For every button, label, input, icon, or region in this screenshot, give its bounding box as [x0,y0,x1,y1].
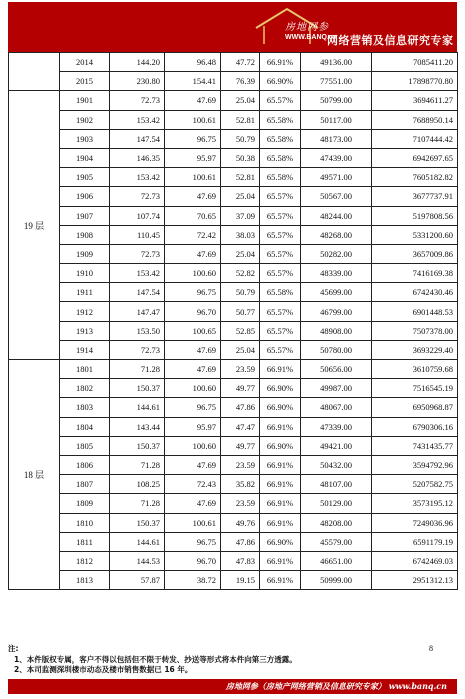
table-row [9,91,458,110]
shared-area-cell: 52.82 [221,264,260,283]
table-row [9,53,458,72]
usable-area-cell: 154.41 [165,72,221,91]
total-price-cell: 7107444.42 [372,129,458,148]
total-area-cell: 144.20 [110,53,165,72]
total-area-cell: 72.73 [110,91,165,110]
total-price-cell: 3573195.12 [372,494,458,513]
table-row [9,455,458,474]
shared-area-cell: 35.82 [221,475,260,494]
unit-price-cell: 46651.00 [301,551,372,570]
total-price-cell: 3694611.27 [372,91,458,110]
usage-ratio-cell: 66.91% [260,475,301,494]
usable-area-cell: 96.48 [165,53,221,72]
table-row [9,340,458,359]
total-area-cell: 72.73 [110,244,165,263]
total-area-cell: 71.28 [110,455,165,474]
unit-number-cell: 1910 [60,264,110,283]
unit-price-cell: 48244.00 [301,206,372,225]
unit-number-cell: 1911 [60,283,110,302]
unit-number-cell: 1901 [60,91,110,110]
total-area-cell: 153.42 [110,110,165,129]
page-number: 8 [429,644,433,653]
usable-area-cell: 47.69 [165,340,221,359]
page-footer [8,679,457,694]
total-area-cell: 107.74 [110,206,165,225]
total-area-cell: 108.25 [110,475,165,494]
table-row [9,551,458,570]
unit-price-cell: 48208.00 [301,513,372,532]
table-row [9,283,458,302]
total-area-cell: 144.61 [110,398,165,417]
total-price-cell: 7507378.00 [372,321,458,340]
total-area-cell: 57.87 [110,571,165,590]
total-area-cell: 143.44 [110,417,165,436]
unit-number-cell: 1913 [60,321,110,340]
shared-area-cell: 49.76 [221,513,260,532]
total-area-cell: 71.28 [110,494,165,513]
usage-ratio-cell: 66.91% [260,53,301,72]
usage-ratio-cell: 65.57% [260,91,301,110]
total-price-cell: 6742430.46 [372,283,458,302]
table-row [9,110,458,129]
total-price-cell: 6790306.16 [372,417,458,436]
total-area-cell: 153.42 [110,168,165,187]
unit-price-cell: 45699.00 [301,283,372,302]
usable-area-cell: 47.69 [165,455,221,474]
unit-number-cell: 1810 [60,513,110,532]
shared-area-cell: 52.81 [221,110,260,129]
total-price-cell: 17898770.80 [372,72,458,91]
total-area-cell: 150.37 [110,513,165,532]
total-price-cell: 5331200.60 [372,225,458,244]
unit-price-cell: 46799.00 [301,302,372,321]
unit-price-cell: 49571.00 [301,168,372,187]
unit-price-cell: 47339.00 [301,417,372,436]
shared-area-cell: 47.86 [221,532,260,551]
usable-area-cell: 100.61 [165,168,221,187]
total-price-cell: 5207582.75 [372,475,458,494]
total-area-cell: 146.35 [110,148,165,167]
unit-price-cell: 50567.00 [301,187,372,206]
unit-price-cell: 48173.00 [301,129,372,148]
floor-label: 18 层 [9,360,60,590]
note-line-2: 2、本司监测深圳楼市动态及楼市销售数据已 16 年。 [14,665,193,674]
usage-ratio-cell: 65.57% [260,206,301,225]
unit-number-cell: 1906 [60,187,110,206]
notes-section [8,644,457,678]
total-area-cell: 110.45 [110,225,165,244]
unit-number-cell: 1806 [60,455,110,474]
table-row [9,475,458,494]
usable-area-cell: 96.75 [165,283,221,302]
total-price-cell: 7516545.19 [372,379,458,398]
usage-ratio-cell: 65.58% [260,110,301,129]
table-row [9,398,458,417]
unit-number-cell: 1807 [60,475,110,494]
floor-label [9,53,60,91]
table-row [9,72,458,91]
notes-label: 注: [8,644,19,653]
total-area-cell: 144.61 [110,532,165,551]
total-price-cell: 2951312.13 [372,571,458,590]
usable-area-cell: 95.97 [165,417,221,436]
shared-area-cell: 47.86 [221,398,260,417]
usage-ratio-cell: 66.91% [260,513,301,532]
unit-price-cell: 48908.00 [301,321,372,340]
shared-area-cell: 25.04 [221,91,260,110]
total-price-cell: 7605182.82 [372,168,458,187]
unit-number-cell: 1809 [60,494,110,513]
floor-label: 19 层 [9,91,60,360]
shared-area-cell: 37.09 [221,206,260,225]
usage-ratio-cell: 65.57% [260,302,301,321]
usable-area-cell: 47.69 [165,494,221,513]
shared-area-cell: 50.77 [221,302,260,321]
unit-price-cell: 50656.00 [301,360,372,379]
total-area-cell: 147.54 [110,283,165,302]
total-price-cell: 7688950.14 [372,110,458,129]
usage-ratio-cell: 65.57% [260,340,301,359]
total-area-cell: 72.73 [110,187,165,206]
usage-ratio-cell: 65.57% [260,244,301,263]
shared-area-cell: 50.79 [221,129,260,148]
total-area-cell: 153.50 [110,321,165,340]
unit-number-cell: 1909 [60,244,110,263]
unit-price-cell: 49136.00 [301,53,372,72]
unit-number-cell: 1812 [60,551,110,570]
usage-ratio-cell: 66.91% [260,494,301,513]
shared-area-cell: 76.39 [221,72,260,91]
total-area-cell: 71.28 [110,360,165,379]
usable-area-cell: 47.69 [165,360,221,379]
shared-area-cell: 50.38 [221,148,260,167]
unit-number-cell: 1905 [60,168,110,187]
total-area-cell: 153.42 [110,264,165,283]
total-area-cell: 150.37 [110,379,165,398]
usable-area-cell: 72.43 [165,475,221,494]
unit-number-cell: 1801 [60,360,110,379]
total-area-cell: 144.53 [110,551,165,570]
usage-ratio-cell: 65.58% [260,129,301,148]
unit-number-cell: 1908 [60,225,110,244]
table-row [9,129,458,148]
unit-number-cell: 2014 [60,53,110,72]
table-row [9,321,458,340]
total-price-cell: 7431435.77 [372,436,458,455]
unit-price-cell: 48067.00 [301,398,372,417]
usage-ratio-cell: 66.90% [260,532,301,551]
usable-area-cell: 95.97 [165,148,221,167]
usable-area-cell: 100.65 [165,321,221,340]
brand-name: 房地网参 [285,22,329,33]
usable-area-cell: 72.42 [165,225,221,244]
usage-ratio-cell: 65.57% [260,225,301,244]
unit-price-cell: 48268.00 [301,225,372,244]
brand-title: 网络营销及信息研究专家 [327,34,454,47]
total-price-cell: 3693229.40 [372,340,458,359]
total-price-cell: 6742469.03 [372,551,458,570]
total-area-cell: 230.80 [110,72,165,91]
usable-area-cell: 47.69 [165,244,221,263]
shared-area-cell: 23.59 [221,455,260,474]
usable-area-cell: 96.75 [165,129,221,148]
table-row [9,225,458,244]
usage-ratio-cell: 65.58% [260,168,301,187]
shared-area-cell: 52.81 [221,168,260,187]
total-price-cell: 3657009.86 [372,244,458,263]
unit-number-cell: 1805 [60,436,110,455]
usage-ratio-cell: 66.91% [260,571,301,590]
total-price-cell: 3594792.96 [372,455,458,474]
unit-number-cell: 1813 [60,571,110,590]
shared-area-cell: 52.85 [221,321,260,340]
usable-area-cell: 47.69 [165,187,221,206]
shared-area-cell: 50.79 [221,283,260,302]
usable-area-cell: 38.72 [165,571,221,590]
table-row [9,571,458,590]
unit-price-cell: 49987.00 [301,379,372,398]
unit-price-cell: 50129.00 [301,494,372,513]
shared-area-cell: 47.83 [221,551,260,570]
sales-table [8,52,458,590]
total-price-cell: 6591179.19 [372,532,458,551]
unit-price-cell: 45579.00 [301,532,372,551]
total-price-cell: 6901448.53 [372,302,458,321]
total-price-cell: 7416169.38 [372,264,458,283]
usage-ratio-cell: 65.57% [260,321,301,340]
usage-ratio-cell: 65.57% [260,187,301,206]
table-row [9,513,458,532]
usage-ratio-cell: 66.91% [260,551,301,570]
unit-number-cell: 1914 [60,340,110,359]
table-row [9,244,458,263]
shared-area-cell: 47.47 [221,417,260,436]
usage-ratio-cell: 66.91% [260,455,301,474]
shared-area-cell: 19.15 [221,571,260,590]
usable-area-cell: 96.75 [165,532,221,551]
total-price-cell: 7249036.96 [372,513,458,532]
usage-ratio-cell: 66.90% [260,398,301,417]
table-row [9,168,458,187]
table-row [9,379,458,398]
table-row [9,148,458,167]
shared-area-cell: 23.59 [221,360,260,379]
unit-number-cell: 1902 [60,110,110,129]
unit-number-cell: 1903 [60,129,110,148]
unit-price-cell: 48107.00 [301,475,372,494]
shared-area-cell: 47.72 [221,53,260,72]
usable-area-cell: 100.60 [165,436,221,455]
usage-ratio-cell: 65.58% [260,283,301,302]
unit-number-cell: 1804 [60,417,110,436]
unit-price-cell: 50117.00 [301,110,372,129]
table-row [9,360,458,379]
unit-number-cell: 2015 [60,72,110,91]
table-row [9,302,458,321]
total-area-cell: 147.54 [110,129,165,148]
unit-number-cell: 1904 [60,148,110,167]
usage-ratio-cell: 66.90% [260,379,301,398]
usage-ratio-cell: 65.58% [260,148,301,167]
unit-price-cell: 50432.00 [301,455,372,474]
usable-area-cell: 100.60 [165,264,221,283]
total-area-cell: 147.47 [110,302,165,321]
total-price-cell: 7085411.20 [372,53,458,72]
page-header [8,2,457,52]
total-price-cell: 6942697.65 [372,148,458,167]
unit-price-cell: 47439.00 [301,148,372,167]
unit-number-cell: 1907 [60,206,110,225]
table-row [9,532,458,551]
usage-ratio-cell: 66.91% [260,360,301,379]
usable-area-cell: 96.75 [165,398,221,417]
table-row [9,494,458,513]
unit-price-cell: 50282.00 [301,244,372,263]
usage-ratio-cell: 66.91% [260,417,301,436]
total-price-cell: 3677737.91 [372,187,458,206]
note-line-1: 1、本件版权专属，客户不得以包括但不限于转发、抄送等形式将本件向第三方透露。 [14,654,297,664]
unit-number-cell: 1802 [60,379,110,398]
usable-area-cell: 100.61 [165,513,221,532]
unit-number-cell: 1811 [60,532,110,551]
shared-area-cell: 25.04 [221,187,260,206]
table-row [9,436,458,455]
table-row [9,417,458,436]
shared-area-cell: 25.04 [221,244,260,263]
usable-area-cell: 96.70 [165,551,221,570]
unit-price-cell: 50780.00 [301,340,372,359]
footer-text: 房地网参（房地产网络营销及信息研究专家） www.banq.cn [225,681,447,691]
usable-area-cell: 70.65 [165,206,221,225]
usable-area-cell: 100.61 [165,110,221,129]
usable-area-cell: 96.70 [165,302,221,321]
table-row [9,264,458,283]
total-area-cell: 150.37 [110,436,165,455]
total-price-cell: 3610759.68 [372,360,458,379]
table-row [9,206,458,225]
total-area-cell: 72.73 [110,340,165,359]
unit-price-cell: 50999.00 [301,571,372,590]
unit-price-cell: 48339.00 [301,264,372,283]
usage-ratio-cell: 66.90% [260,72,301,91]
table-row [9,187,458,206]
shared-area-cell: 49.77 [221,436,260,455]
usage-ratio-cell: 66.90% [260,436,301,455]
unit-price-cell: 50799.00 [301,91,372,110]
unit-number-cell: 1912 [60,302,110,321]
shared-area-cell: 23.59 [221,494,260,513]
unit-price-cell: 49421.00 [301,436,372,455]
total-price-cell: 5197808.56 [372,206,458,225]
shared-area-cell: 38.03 [221,225,260,244]
unit-price-cell: 77551.00 [301,72,372,91]
shared-area-cell: 25.04 [221,340,260,359]
usable-area-cell: 100.60 [165,379,221,398]
brand-url: WWW.BANQ.cn [285,34,338,41]
usage-ratio-cell: 65.57% [260,264,301,283]
shared-area-cell: 49.77 [221,379,260,398]
usable-area-cell: 47.69 [165,91,221,110]
total-price-cell: 6950968.87 [372,398,458,417]
unit-number-cell: 1803 [60,398,110,417]
